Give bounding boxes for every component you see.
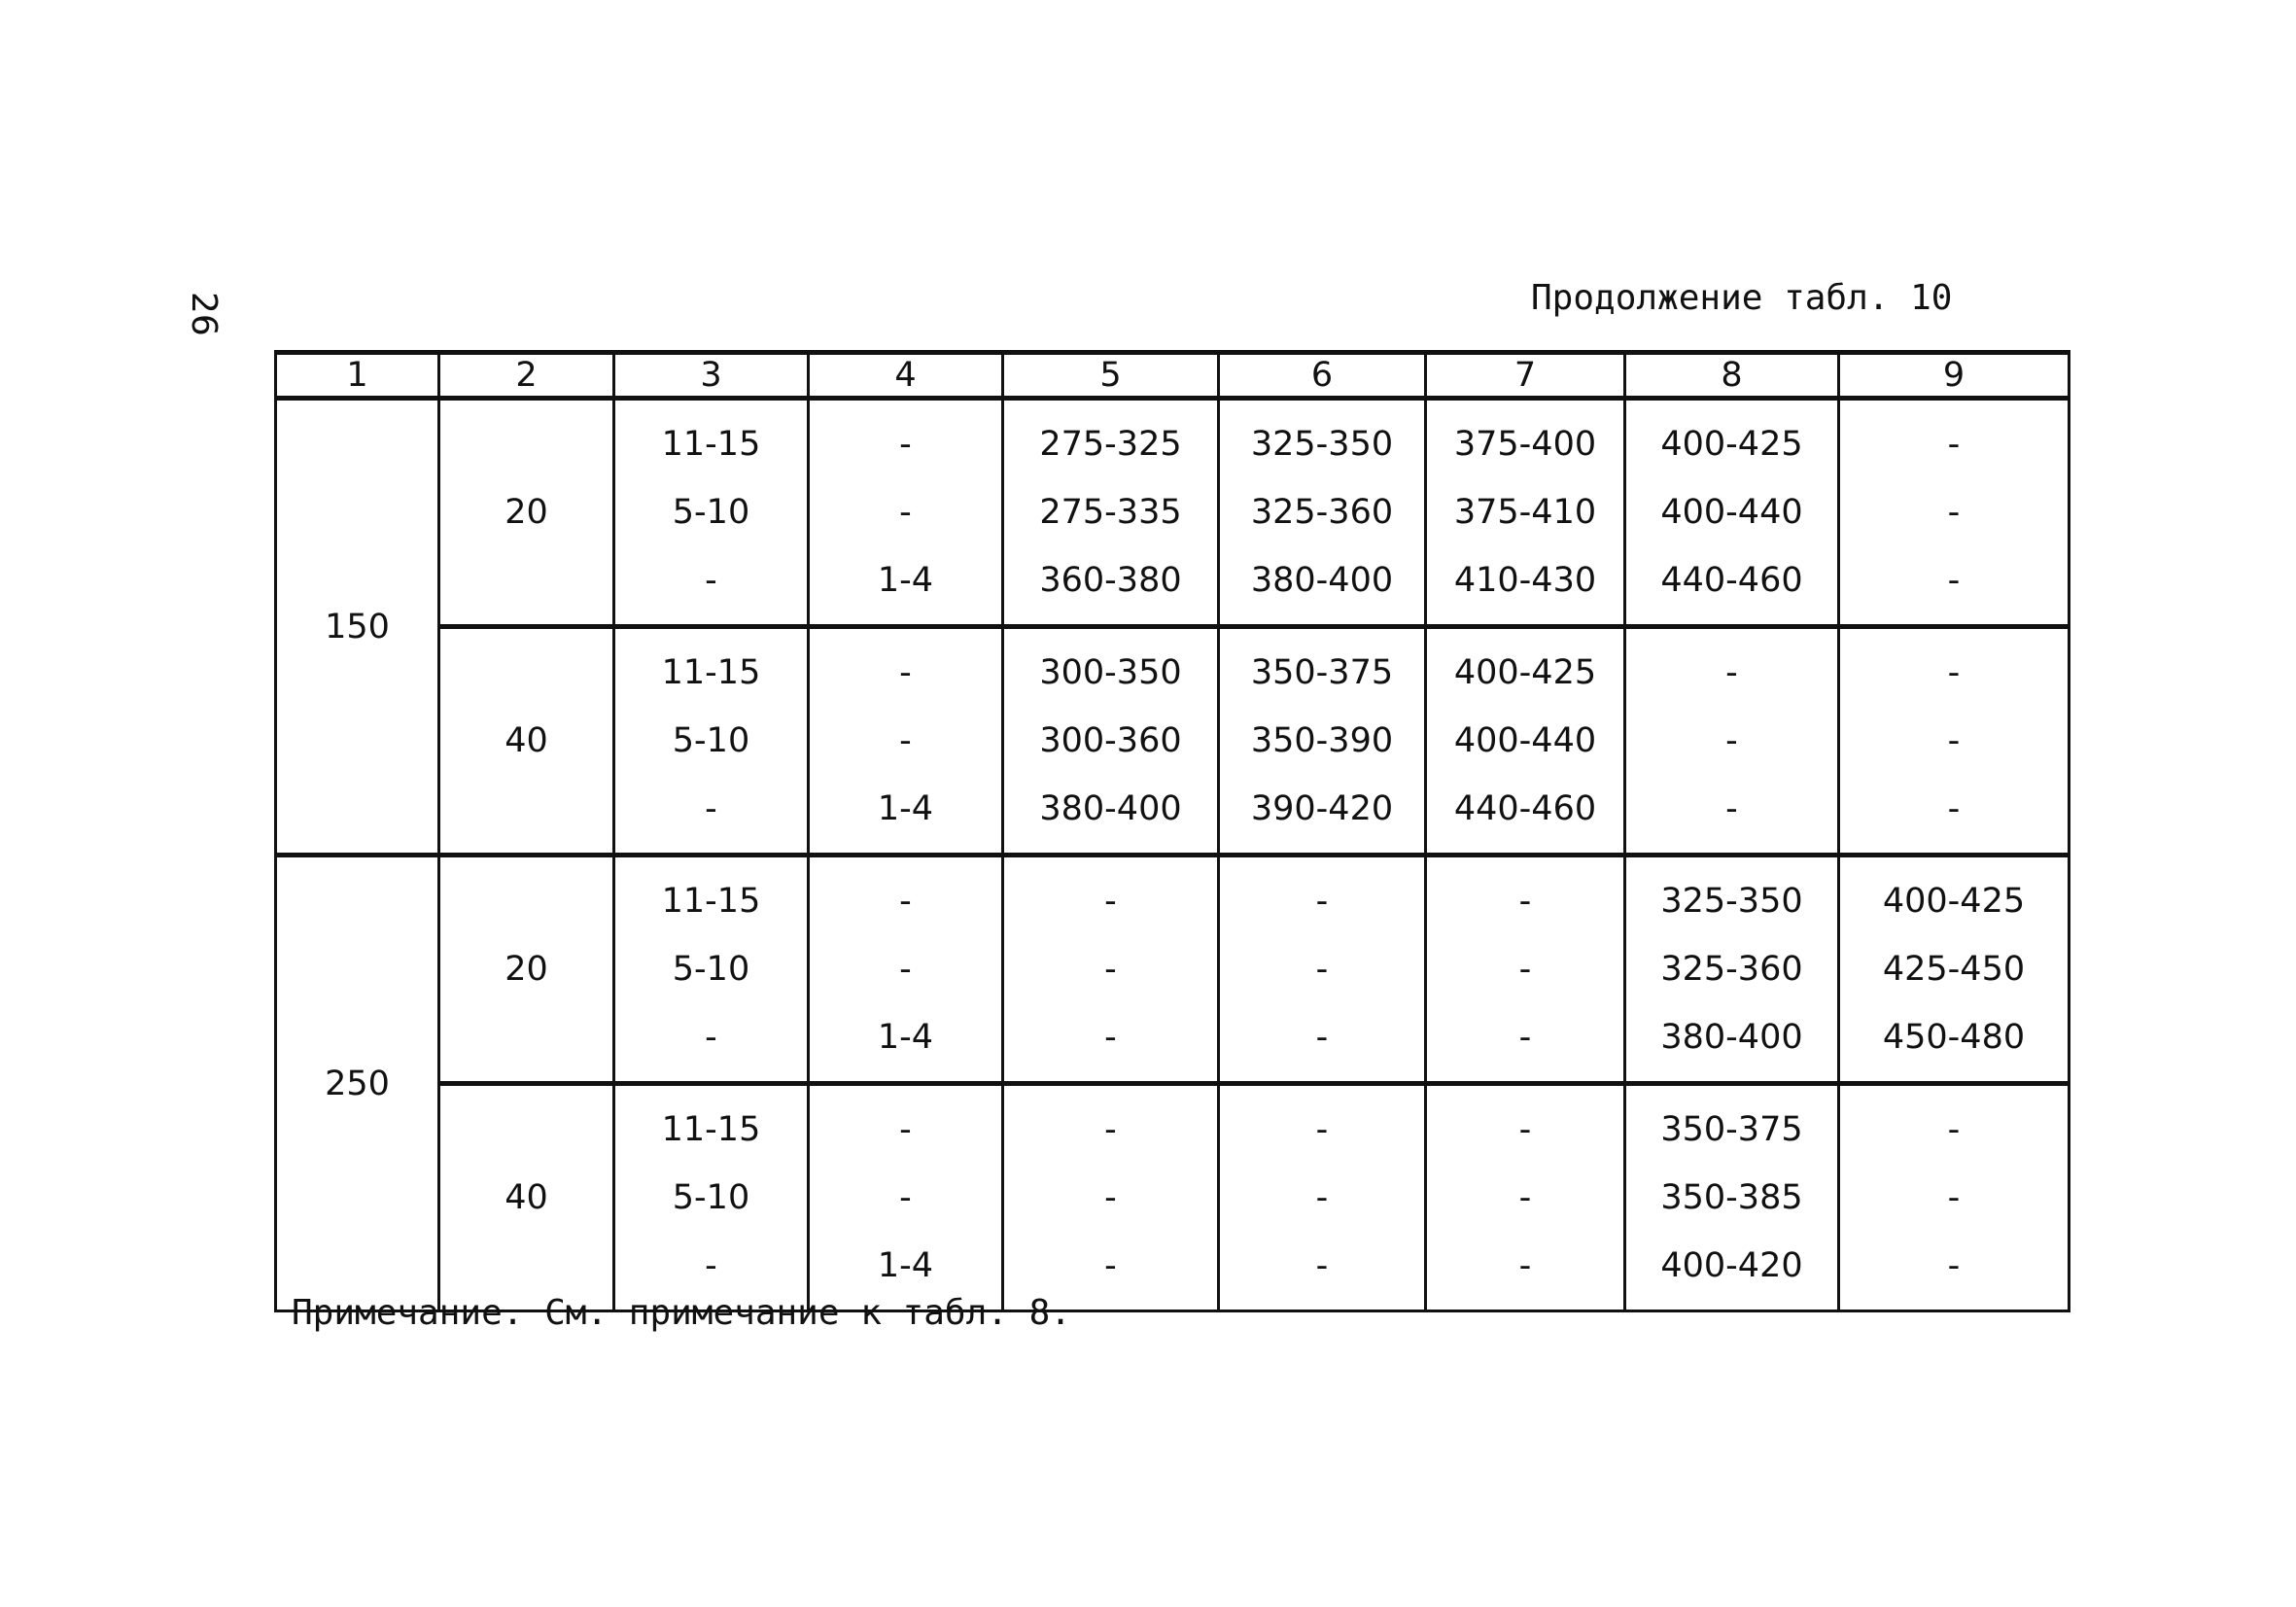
cell-line: 380-400 [1660,1018,1803,1057]
cell-line: 380-400 [1039,789,1182,828]
value-cell-col9 [1839,399,2070,627]
value-cell-col4 [809,627,1003,856]
cell-line: 275-335 [1039,493,1182,532]
cell-line: - [899,950,912,989]
column-header: 8 [1625,353,1839,399]
table-row [276,856,2070,1084]
table-row [276,1084,2070,1311]
value-cell-col5 [1003,399,1219,627]
cell-line: 410-430 [1453,561,1597,600]
cell-line: - [705,561,717,600]
value-cell-col5 [1003,1084,1219,1311]
cell-line: 325-360 [1660,950,1803,989]
cell-line: - [705,789,717,828]
value-cell-col9 [1839,627,2070,856]
table-continuation-label: Продолжение табл. 10 [1531,278,1953,318]
cell-line: - [1947,653,1961,692]
value-cell-col3 [614,856,809,1084]
cell-line: 390-420 [1250,789,1394,828]
cell-line: - [899,493,912,532]
cell-line: 11-15 [661,425,761,464]
cell-line: - [899,1178,912,1217]
value-cell-col7 [1426,856,1625,1084]
column-header: 5 [1003,353,1219,399]
cell-line: 400-440 [1660,493,1803,532]
column-header: 1 [276,353,439,399]
cell-line: - [1104,1246,1117,1285]
column-header: 4 [809,353,1003,399]
cell-line: - [1947,789,1961,828]
cell-line: - [1104,950,1117,989]
cell-line: 325-360 [1250,493,1394,532]
value-cell-col9 [1839,1084,2070,1311]
cell-line: 11-15 [661,1110,761,1149]
value-cell-col5 [1003,627,1219,856]
column-header: 9 [1839,353,2070,399]
cell-line: 5-10 [672,493,750,532]
cell-line: - [1518,882,1532,921]
value-cell-col6 [1219,627,1426,856]
cell-line: - [899,882,912,921]
cell-line: 400-420 [1660,1246,1803,1285]
cell-line: - [1725,789,1738,828]
value-cell-col2: 20 [439,856,614,1084]
cell-line: 360-380 [1039,561,1182,600]
cell-line: 350-375 [1660,1110,1803,1149]
value-cell-col3 [614,627,809,856]
cell-line: 325-350 [1660,882,1803,921]
cell-line: 440-460 [1660,561,1803,600]
value-cell-col1: 150 [276,399,439,856]
cell-line: - [1947,493,1961,532]
cell-line: 275-325 [1039,425,1182,464]
cell-line: - [705,1018,717,1057]
cell-line: - [1725,721,1738,760]
cell-line: 5-10 [672,721,750,760]
cell-line: - [899,425,912,464]
cell-line: - [1104,1110,1117,1149]
cell-line: 5-10 [672,950,750,989]
cell-line: 5-10 [672,1178,750,1217]
cell-line: 350-385 [1660,1178,1803,1217]
data-table [274,350,2070,1312]
cell-line: 400-425 [1660,425,1803,464]
cell-line: - [1104,1018,1117,1057]
cell-line: - [1947,425,1961,464]
cell-line: - [705,1246,717,1285]
value-cell-col9 [1839,856,2070,1084]
cell-line: 350-375 [1250,653,1394,692]
cell-line: 400-425 [1882,882,2026,921]
cell-line: - [899,721,912,760]
cell-line: 425-450 [1882,950,2026,989]
cell-line: - [1725,653,1738,692]
value-cell-col7 [1426,399,1625,627]
cell-line: - [1947,561,1961,600]
cell-line: 400-425 [1453,653,1597,692]
column-header: 3 [614,353,809,399]
cell-line: - [1315,1110,1329,1149]
cell-line: 375-410 [1453,493,1597,532]
cell-line: - [899,1110,912,1149]
cell-line: - [1104,882,1117,921]
table-note: Примечание. См. примечание к табл. 8. [292,1293,1071,1333]
value-cell-col6 [1219,1084,1426,1311]
value-cell-col5 [1003,856,1219,1084]
value-cell-col6 [1219,399,1426,627]
cell-line: 450-480 [1882,1018,2026,1057]
value-cell-col8 [1625,399,1839,627]
cell-line: - [1947,1246,1961,1285]
value-cell-col8 [1625,627,1839,856]
table-row [276,627,2070,856]
cell-line: 400-440 [1453,721,1597,760]
value-cell-col1: 250 [276,856,439,1311]
cell-line: - [1518,1246,1532,1285]
cell-line: - [1518,1178,1532,1217]
cell-line: 440-460 [1453,789,1597,828]
value-cell-col7 [1426,1084,1625,1311]
cell-line: - [899,653,912,692]
table-row [276,399,2070,627]
cell-line: - [1518,950,1532,989]
cell-line: 300-360 [1039,721,1182,760]
cell-line: 350-390 [1250,721,1394,760]
cell-line: - [1947,1178,1961,1217]
cell-line: 375-400 [1453,425,1597,464]
cell-line: 1-4 [877,1018,934,1057]
value-cell-col4 [809,856,1003,1084]
value-cell-col7 [1426,627,1625,856]
cell-line: 11-15 [661,653,761,692]
value-cell-col3 [614,1084,809,1311]
cell-line: - [1315,1246,1329,1285]
column-header: 7 [1426,353,1625,399]
cell-line: - [1315,1178,1329,1217]
column-header: 6 [1219,353,1426,399]
value-cell-col4 [809,1084,1003,1311]
cell-line: 380-400 [1250,561,1394,600]
cell-line: 300-350 [1039,653,1182,692]
value-cell-col3 [614,399,809,627]
cell-line: 11-15 [661,882,761,921]
value-cell-col8 [1625,856,1839,1084]
value-cell-col2: 20 [439,399,614,627]
cell-line: - [1104,1178,1117,1217]
value-cell-col2: 40 [439,627,614,856]
cell-line: - [1315,1018,1329,1057]
cell-line: - [1315,882,1329,921]
cell-line: - [1947,1110,1961,1149]
cell-line: - [1947,721,1961,760]
cell-line: 325-350 [1250,425,1394,464]
header-row [276,353,2070,399]
value-cell-col2: 40 [439,1084,614,1311]
value-cell-col8 [1625,1084,1839,1311]
cell-line: 1-4 [877,561,934,600]
value-cell-col4 [809,399,1003,627]
page-number: 26 [184,292,224,336]
cell-line: - [1518,1110,1532,1149]
cell-line: 1-4 [877,1246,934,1285]
cell-line: - [1518,1018,1532,1057]
cell-line: 1-4 [877,789,934,828]
column-header: 2 [439,353,614,399]
value-cell-col6 [1219,856,1426,1084]
cell-line: - [1315,950,1329,989]
